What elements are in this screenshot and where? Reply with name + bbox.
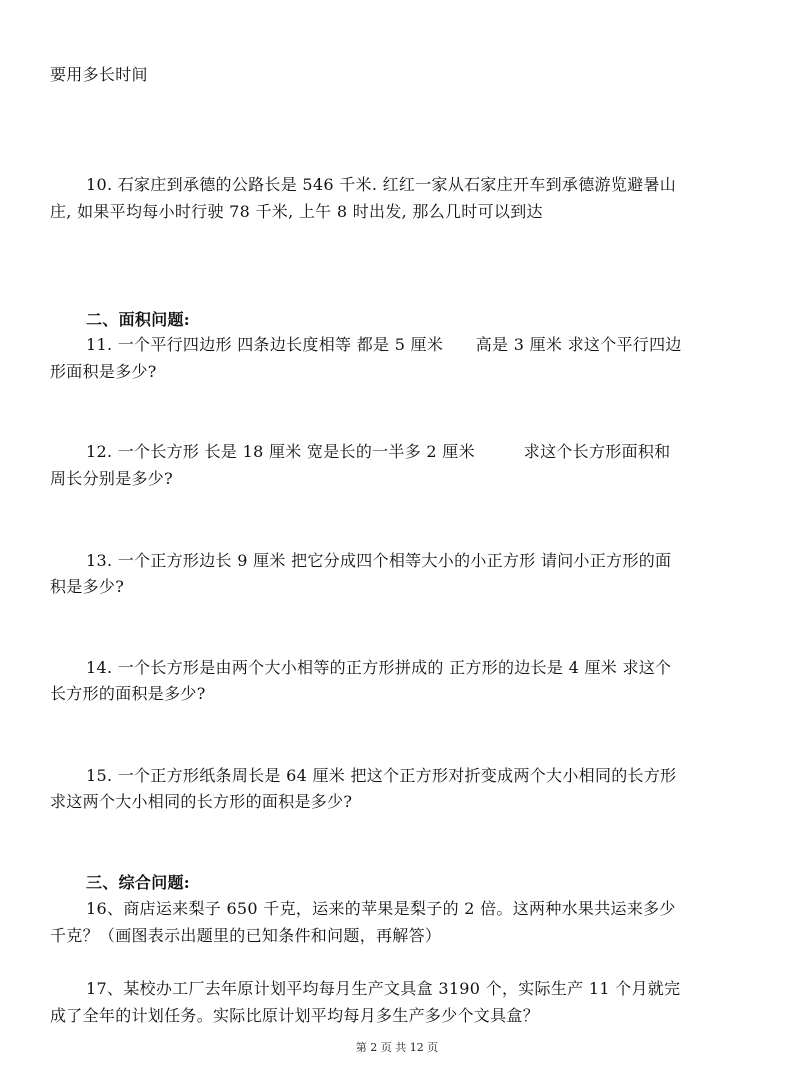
question-16-line-2: 千克？（画图表示出题里的已知条件和问题，再解答） [50,926,442,945]
question-13-line-1: 13. 一个正方形边长 9 厘米 把它分成四个相等大小的小正方形 请问小正方形的面 [86,551,672,570]
question-11-line-2: 形面积是多少? [50,362,157,381]
section-3-heading: 三、综合问题: [86,873,191,892]
question-10-line-2: 庄, 如果平均每小时行驶 78 千米, 上午 8 时出发, 那么几时可以到达 [50,202,543,221]
question-15-line-1: 15. 一个正方形纸条周长是 64 厘米 把这个正方形对折变成两个大小相同的长方形 [86,766,677,785]
question-14-line-2: 长方形的面积是多少? [50,684,206,703]
question-10-line-1: 10. 石家庄到承德的公路长是 546 千米. 红红一家从石家庄开车到承德游览避暑山 [86,175,677,194]
question-12-line-1: 12. 一个长方形 长是 18 厘米 宽是长的一半多 2 厘米 求这个长方形面积和 [86,442,671,461]
section-2-heading: 二、面积问题: [86,310,191,329]
question-12-line-2: 周长分别是多少? [50,469,173,488]
question-11-line-1: 11. 一个平行四边形 四条边长度相等 都是 5 厘米 高是 3 厘米 求这个平行四边 [86,335,682,354]
page-number-footer: 第 2 页 共 12 页 [355,1041,439,1054]
question-15-line-2: 求这两个大小相同的长方形的面积是多少? [50,792,353,811]
question-9-continuation: 要用多长时间 [50,65,148,84]
question-17-line-1: 17、某校办工厂去年原计划平均每月生产文具盒 3190 个，实际生产 11 个月就完 [86,979,681,998]
question-16-line-1: 16、商店运来梨子 650 千克，运来的苹果是梨子的 2 倍。这两种水果共运来多少 [86,899,676,918]
question-13-line-2: 积是多少? [50,577,125,596]
question-14-line-1: 14. 一个长方形是由两个大小相等的正方形拼成的 正方形的边长是 4 厘米 求这个 [86,658,672,677]
question-17-line-2: 成了全年的计划任务。实际比原计划平均每月多生产多少个文具盒？ [50,1006,540,1025]
